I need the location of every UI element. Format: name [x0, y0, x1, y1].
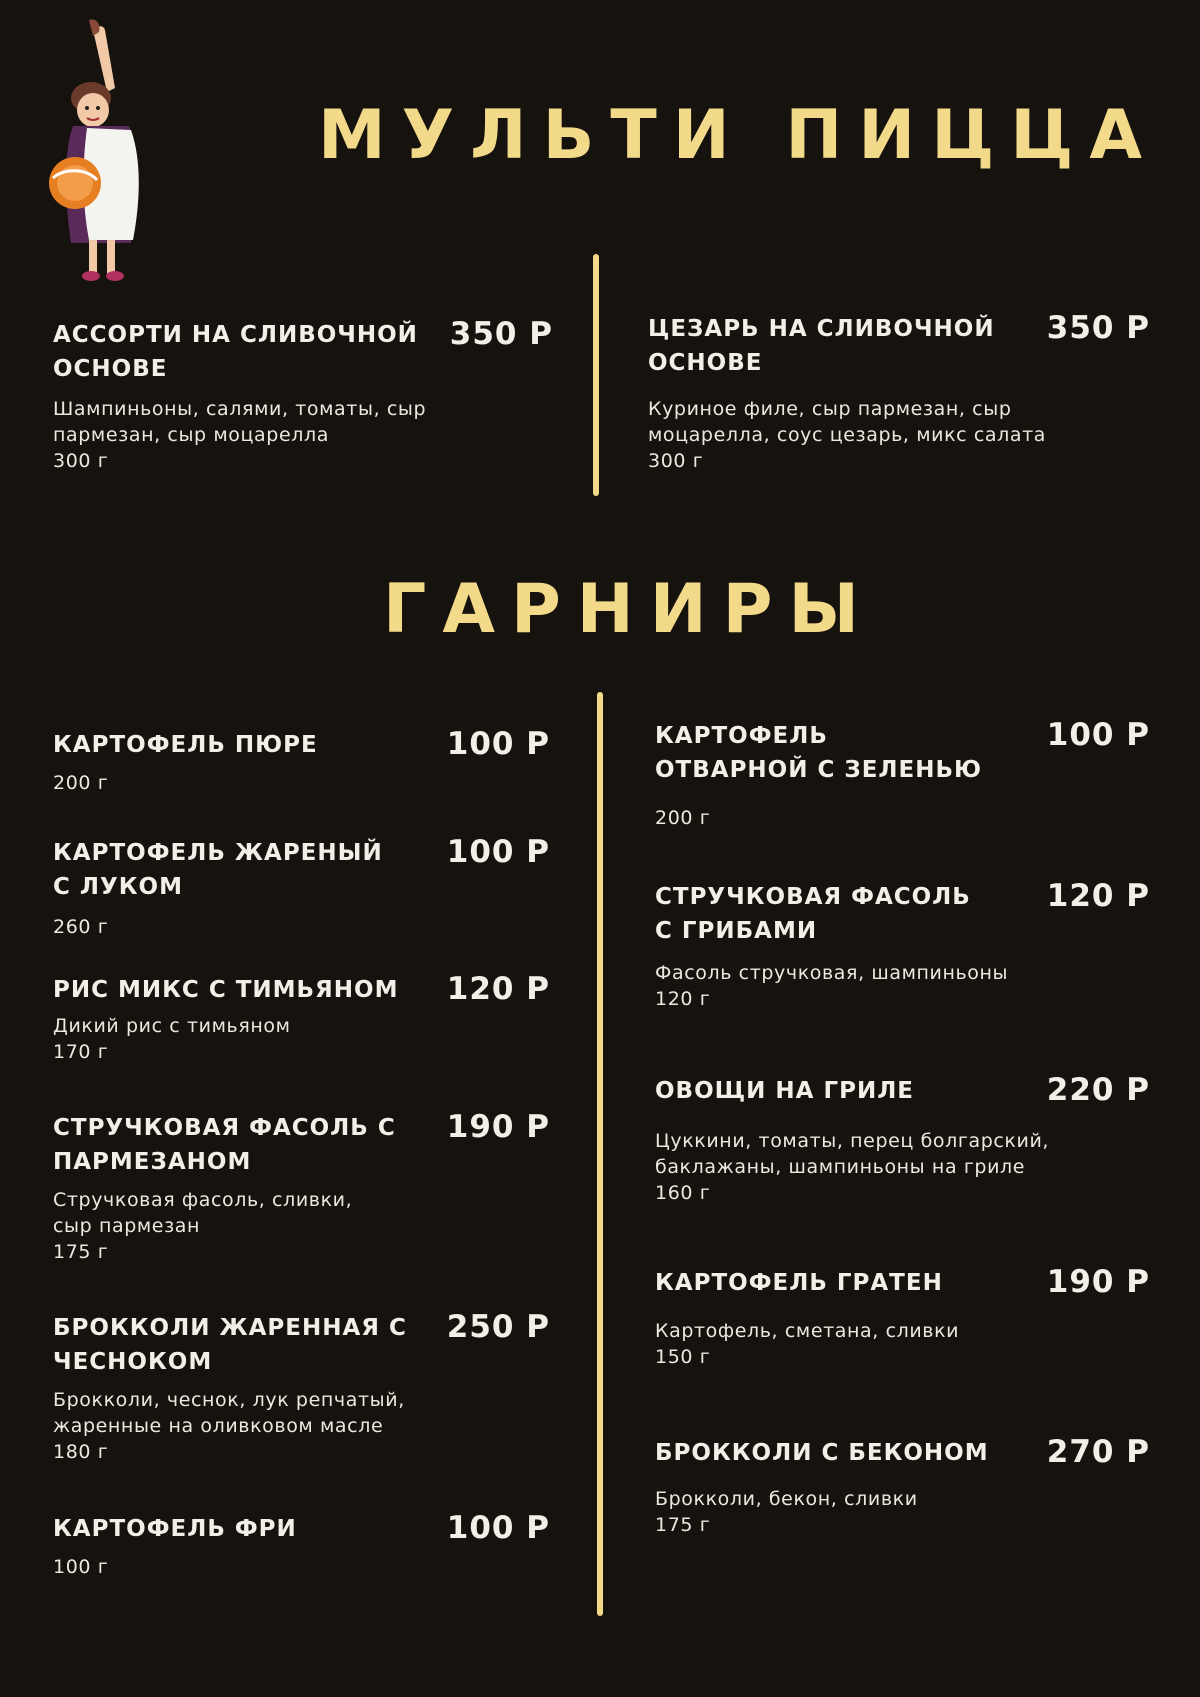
sides-right-column — [655, 0, 1150, 1697]
item-name: РИС МИКС С ТИМЬЯНОМ — [53, 977, 399, 1003]
item-weight: 175 г — [53, 1241, 109, 1263]
item-weight: 120 г — [655, 988, 711, 1010]
item-description: Стручковая фасоль, сливки, сыр пармезан — [53, 1189, 353, 1237]
item-weight: 150 г — [655, 1346, 711, 1368]
section-title-pizza: МУЛЬТИ ПИЦЦА — [318, 96, 1158, 175]
item-weight: 260 г — [53, 916, 109, 938]
item-price: 270 Р — [1046, 1434, 1150, 1470]
item-description: Куриное филе, сыр пармезан, сыр моцарелла, соус цезарь, микс салата — [648, 398, 1047, 446]
item-description: Цуккини, томаты, перец болгарский, баклажаны, шампиньоны на гриле — [655, 1130, 1050, 1178]
item-price: 120 Р — [1046, 878, 1150, 914]
item-price: 120 Р — [446, 971, 550, 1007]
item-description: Брокколи, бекон, сливки — [655, 1488, 918, 1510]
item-price: 250 Р — [446, 1309, 550, 1345]
item-price: 350 Р — [449, 316, 553, 352]
item-weight: 180 г — [53, 1441, 109, 1463]
item-price: 220 Р — [1046, 1072, 1150, 1108]
item-price: 190 Р — [446, 1109, 550, 1145]
item-name: БРОККОЛИ ЖАРЕННАЯ С ЧЕСНОКОМ — [53, 1315, 407, 1375]
sides-left-column — [53, 0, 550, 1697]
item-price: 100 Р — [446, 834, 550, 870]
item-name: КАРТОФЕЛЬ ЖАРЕНЫЙ С ЛУКОМ — [53, 840, 383, 900]
item-name: СТРУЧКОВАЯ ФАСОЛЬ С ГРИБАМИ — [655, 884, 971, 944]
item-price: 100 Р — [446, 726, 550, 762]
item-price: 100 Р — [446, 1510, 550, 1546]
item-weight: 100 г — [53, 1556, 109, 1578]
item-weight: 160 г — [655, 1182, 711, 1204]
item-description: Дикий рис с тимьяном — [53, 1015, 291, 1037]
item-description: Шампиньоны, салями, томаты, сыр пармезан, сыр моцарелла — [53, 398, 427, 446]
item-price: 100 Р — [1046, 717, 1150, 753]
item-weight: 200 г — [53, 772, 109, 794]
item-name: КАРТОФЕЛЬ ФРИ — [53, 1516, 297, 1542]
item-name: КАРТОФЕЛЬ ГРАТЕН — [655, 1270, 943, 1296]
section-title-sides: ГАРНИРЫ — [383, 570, 875, 649]
item-weight: 300 г — [648, 450, 704, 472]
item-name: СТРУЧКОВАЯ ФАСОЛЬ С ПАРМЕЗАНОМ — [53, 1115, 396, 1175]
item-name: АССОРТИ НА СЛИВОЧНОЙ ОСНОВЕ — [53, 322, 418, 382]
item-price: 350 Р — [1046, 310, 1150, 346]
item-weight: 300 г — [53, 450, 109, 472]
item-weight: 175 г — [655, 1514, 711, 1536]
item-price: 190 Р — [1046, 1264, 1150, 1300]
item-description: Брокколи, чеснок, лук репчатый, жаренные на оливковом масле — [53, 1389, 405, 1437]
item-description: Фасоль стручковая, шампиньоны — [655, 962, 1009, 984]
item-name: ЦЕЗАРЬ НА СЛИВОЧНОЙ ОСНОВЕ — [648, 316, 995, 376]
item-name: ОВОЩИ НА ГРИЛЕ — [655, 1078, 915, 1104]
item-description: Картофель, сметана, сливки — [655, 1320, 960, 1342]
item-weight: 170 г — [53, 1041, 109, 1063]
item-name: БРОККОЛИ С БЕКОНОМ — [655, 1440, 989, 1466]
item-name: КАРТОФЕЛЬ ОТВАРНОЙ С ЗЕЛЕНЬЮ — [655, 723, 983, 783]
sides-column-divider — [597, 692, 603, 1616]
item-name: КАРТОФЕЛЬ ПЮРЕ — [53, 732, 318, 758]
item-weight: 200 г — [655, 807, 711, 829]
pizza-column-divider — [593, 254, 599, 496]
